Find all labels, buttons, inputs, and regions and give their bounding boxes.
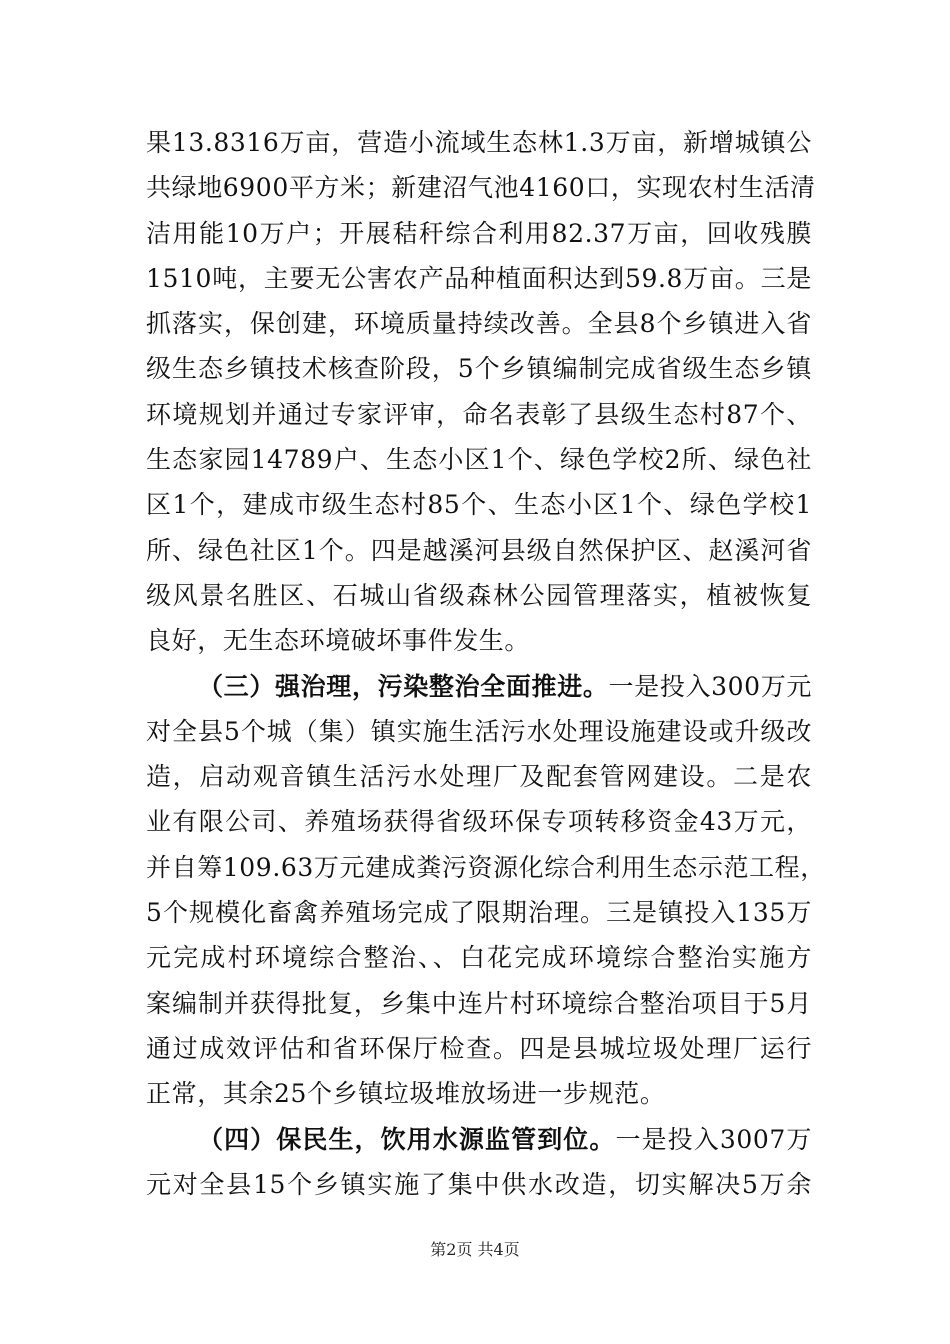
paragraph-line: 元对全县15个乡镇实施了集中供水改造，切实解决5万余 <box>146 1169 812 1199</box>
paragraph-line: 共绿地6900平方米；新建沼气池4160口，实现农村生活清 <box>146 173 816 203</box>
paragraph-line: 业有限公司、养殖场获得省级环保专项转移资金43万元， <box>146 807 812 837</box>
section-3-first-line <box>146 664 812 709</box>
paragraph-line: 果13.8316万亩，营造小流域生态林1.3万亩，新增城镇公 <box>146 128 812 157</box>
paragraph-line: 案编制并获得批复，乡集中连片村环境综合整治项目于5月 <box>146 988 812 1018</box>
paragraph-line: 良好，无生态环境破坏事件发生。 <box>146 626 531 656</box>
paragraph-line: 所、绿色社区1个。四是越溪河县级自然保护区、赵溪河省 <box>146 535 812 565</box>
paragraph-line: 通过成效评估和省环保厅检查。四是县城垃圾处理厂运行 <box>146 1033 812 1063</box>
document-body <box>146 120 826 1207</box>
section-3-heading: （三）强治理，污染整治全面推进。 <box>198 671 609 701</box>
paragraph-line: 造，启动观音镇生活污水处理厂及配套管网建设。二是农 <box>146 762 812 792</box>
paragraph-line: 级生态乡镇技术核查阶段，5个乡镇编制完成省级生态乡镇 <box>146 354 812 384</box>
paragraph-line: 正常，其余25个乡镇垃圾堆放场进一步规范。 <box>146 1079 666 1109</box>
paragraph-line: 对全县5个城（集）镇实施生活污水处理设施建设或升级改 <box>146 716 812 746</box>
section-4-first-line-text: 一是投入3007万 <box>615 1124 812 1154</box>
paragraph-line: 元完成村环境综合整治、、白花完成环境综合整治实施方 <box>146 943 812 973</box>
section-4-heading: （四）保民生，饮用水源监管到位。 <box>198 1124 616 1154</box>
paragraph-line: 5个规模化畜禽养殖场完成了限期治理。三是镇投入135万 <box>146 898 812 928</box>
page-footer: 第2页 共4页 <box>430 1240 520 1259</box>
paragraph-line: 洁用能10万户；开展秸秆综合利用82.37万亩，回收残膜 <box>146 218 812 248</box>
section-4-first-line <box>146 1117 812 1162</box>
section-3-first-line-text: 一是投入300万元 <box>608 671 812 701</box>
paragraph-line: 环境规划并通过专家评审，命名表彰了县级生态村87个、 <box>146 399 812 429</box>
paragraph-line: 区1个，建成市级生态村85个、生态小区1个、绿色学校1 <box>146 490 812 520</box>
paragraph-line: 生态家园14789户、生态小区1个、绿色学校2所、绿色社 <box>146 445 812 475</box>
paragraph-line: 1510吨，主要无公害农产品种植面积达到59.8万亩。三是 <box>146 263 812 293</box>
paragraph-line: 级风景名胜区、石城山省级森林公园管理落实，植被恢复 <box>146 580 812 610</box>
paragraph-line: 抓落实，保创建，环境质量持续改善。全县8个乡镇进入省 <box>146 309 812 339</box>
paragraph-line: 并自筹109.63万元建成粪污资源化综合利用生态示范工程， <box>146 852 826 882</box>
